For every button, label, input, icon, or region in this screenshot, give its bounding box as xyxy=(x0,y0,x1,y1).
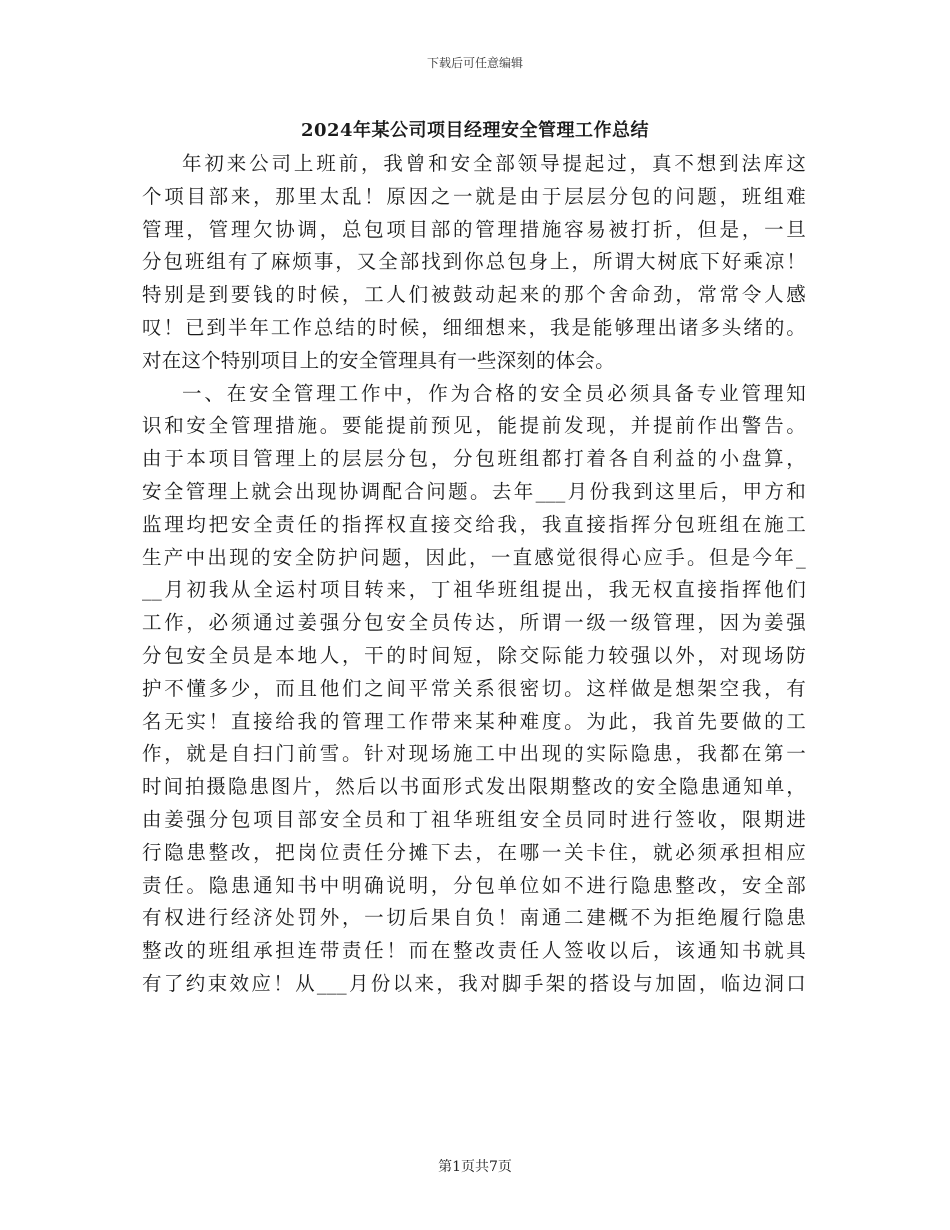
body-line: __月初我从全运村项目转来，丁祖华班组提出，我无权直接指挥他们 xyxy=(142,578,806,602)
body-line: 特别是到要钱的时候，工人们被鼓动起来的那个舍命劲，常常令人感 xyxy=(142,283,806,307)
body-line: 年初来公司上班前，我曾和安全部领导提起过，真不想到法库这 xyxy=(182,152,806,175)
page-header-note: 下载后可任意编辑 xyxy=(426,56,523,70)
body-line: 护不懂多少，而且他们之间平常关系很密切。这样做是想架空我，有 xyxy=(142,676,806,700)
document-body xyxy=(142,148,806,1001)
body-line: 对在这个特别项目上的安全管理具有一些深刻的体会。 xyxy=(142,348,615,372)
body-line: 分包班组有了麻烦事，又全部找到你总包身上，所谓大树底下好乘凉！ xyxy=(142,250,806,274)
body-line: 分包安全员是本地人，干的时间短，除交际能力较强以外，对现场防 xyxy=(142,643,806,667)
body-line: 一、在安全管理工作中，作为合格的安全员必须具备专业管理知 xyxy=(182,381,806,405)
body-line: 由于本项目管理上的层层分包，分包班组都打着各自利益的小盘算， xyxy=(142,447,806,471)
body-line: 责任。隐患通知书中明确说明，分包单位如不进行隐患整改，安全部 xyxy=(142,873,806,897)
body-line: 有了约束效应！从___月份以来，我对脚手架的搭设与加固，临边洞口 xyxy=(142,971,806,995)
body-line: 监理均把安全责任的指挥权直接交给我，我直接指挥分包班组在施工 xyxy=(142,512,806,536)
body-line: 时间拍摄隐患图片，然后以书面形式发出限期整改的安全隐患通知单， xyxy=(142,775,806,799)
body-line: 由姜强分包项目部安全员和丁祖华班组安全员同时进行签收，限期进 xyxy=(142,807,806,831)
body-line: 个项目部来，那里太乱！原因之一就是由于层层分包的问题，班组难 xyxy=(142,184,806,208)
body-line: 有权进行经济处罚外，一切后果自负！南通二建概不为拒绝履行隐患 xyxy=(142,906,806,930)
body-line: 整改的班组承担连带责任！而在整改责任人签收以后，该通知书就具 xyxy=(142,939,806,963)
document-title: 2024年某公司项目经理安全管理工作总结 xyxy=(300,120,650,141)
body-line: 识和安全管理措施。要能提前预见，能提前发现，并提前作出警告。 xyxy=(142,414,806,438)
page-number: 第1页共7页 xyxy=(438,1159,512,1175)
body-line: 行隐患整改，把岗位责任分摊下去，在哪一关卡住，就必须承担相应 xyxy=(142,840,806,864)
body-line: 作，就是自扫门前雪。针对现场施工中出现的实际隐患，我都在第一 xyxy=(142,742,806,766)
body-line: 名无实！直接给我的管理工作带来某种难度。为此，我首先要做的工 xyxy=(142,709,806,733)
body-line: 叹！已到半年工作总结的时候，细细想来，我是能够理出诸多头绪的。 xyxy=(142,315,806,339)
body-line: 安全管理上就会出现协调配合问题。去年___月份我到这里后，甲方和 xyxy=(142,479,806,503)
body-line: 工作，必须通过姜强分包安全员传达，所谓一级一级管理，因为姜强 xyxy=(142,611,806,635)
body-line: 管理，管理欠协调，总包项目部的管理措施容易被打折，但是，一旦 xyxy=(142,217,806,241)
body-line: 生产中出现的安全防护问题，因此，一直感觉很得心应手。但是今年_ xyxy=(142,545,806,569)
